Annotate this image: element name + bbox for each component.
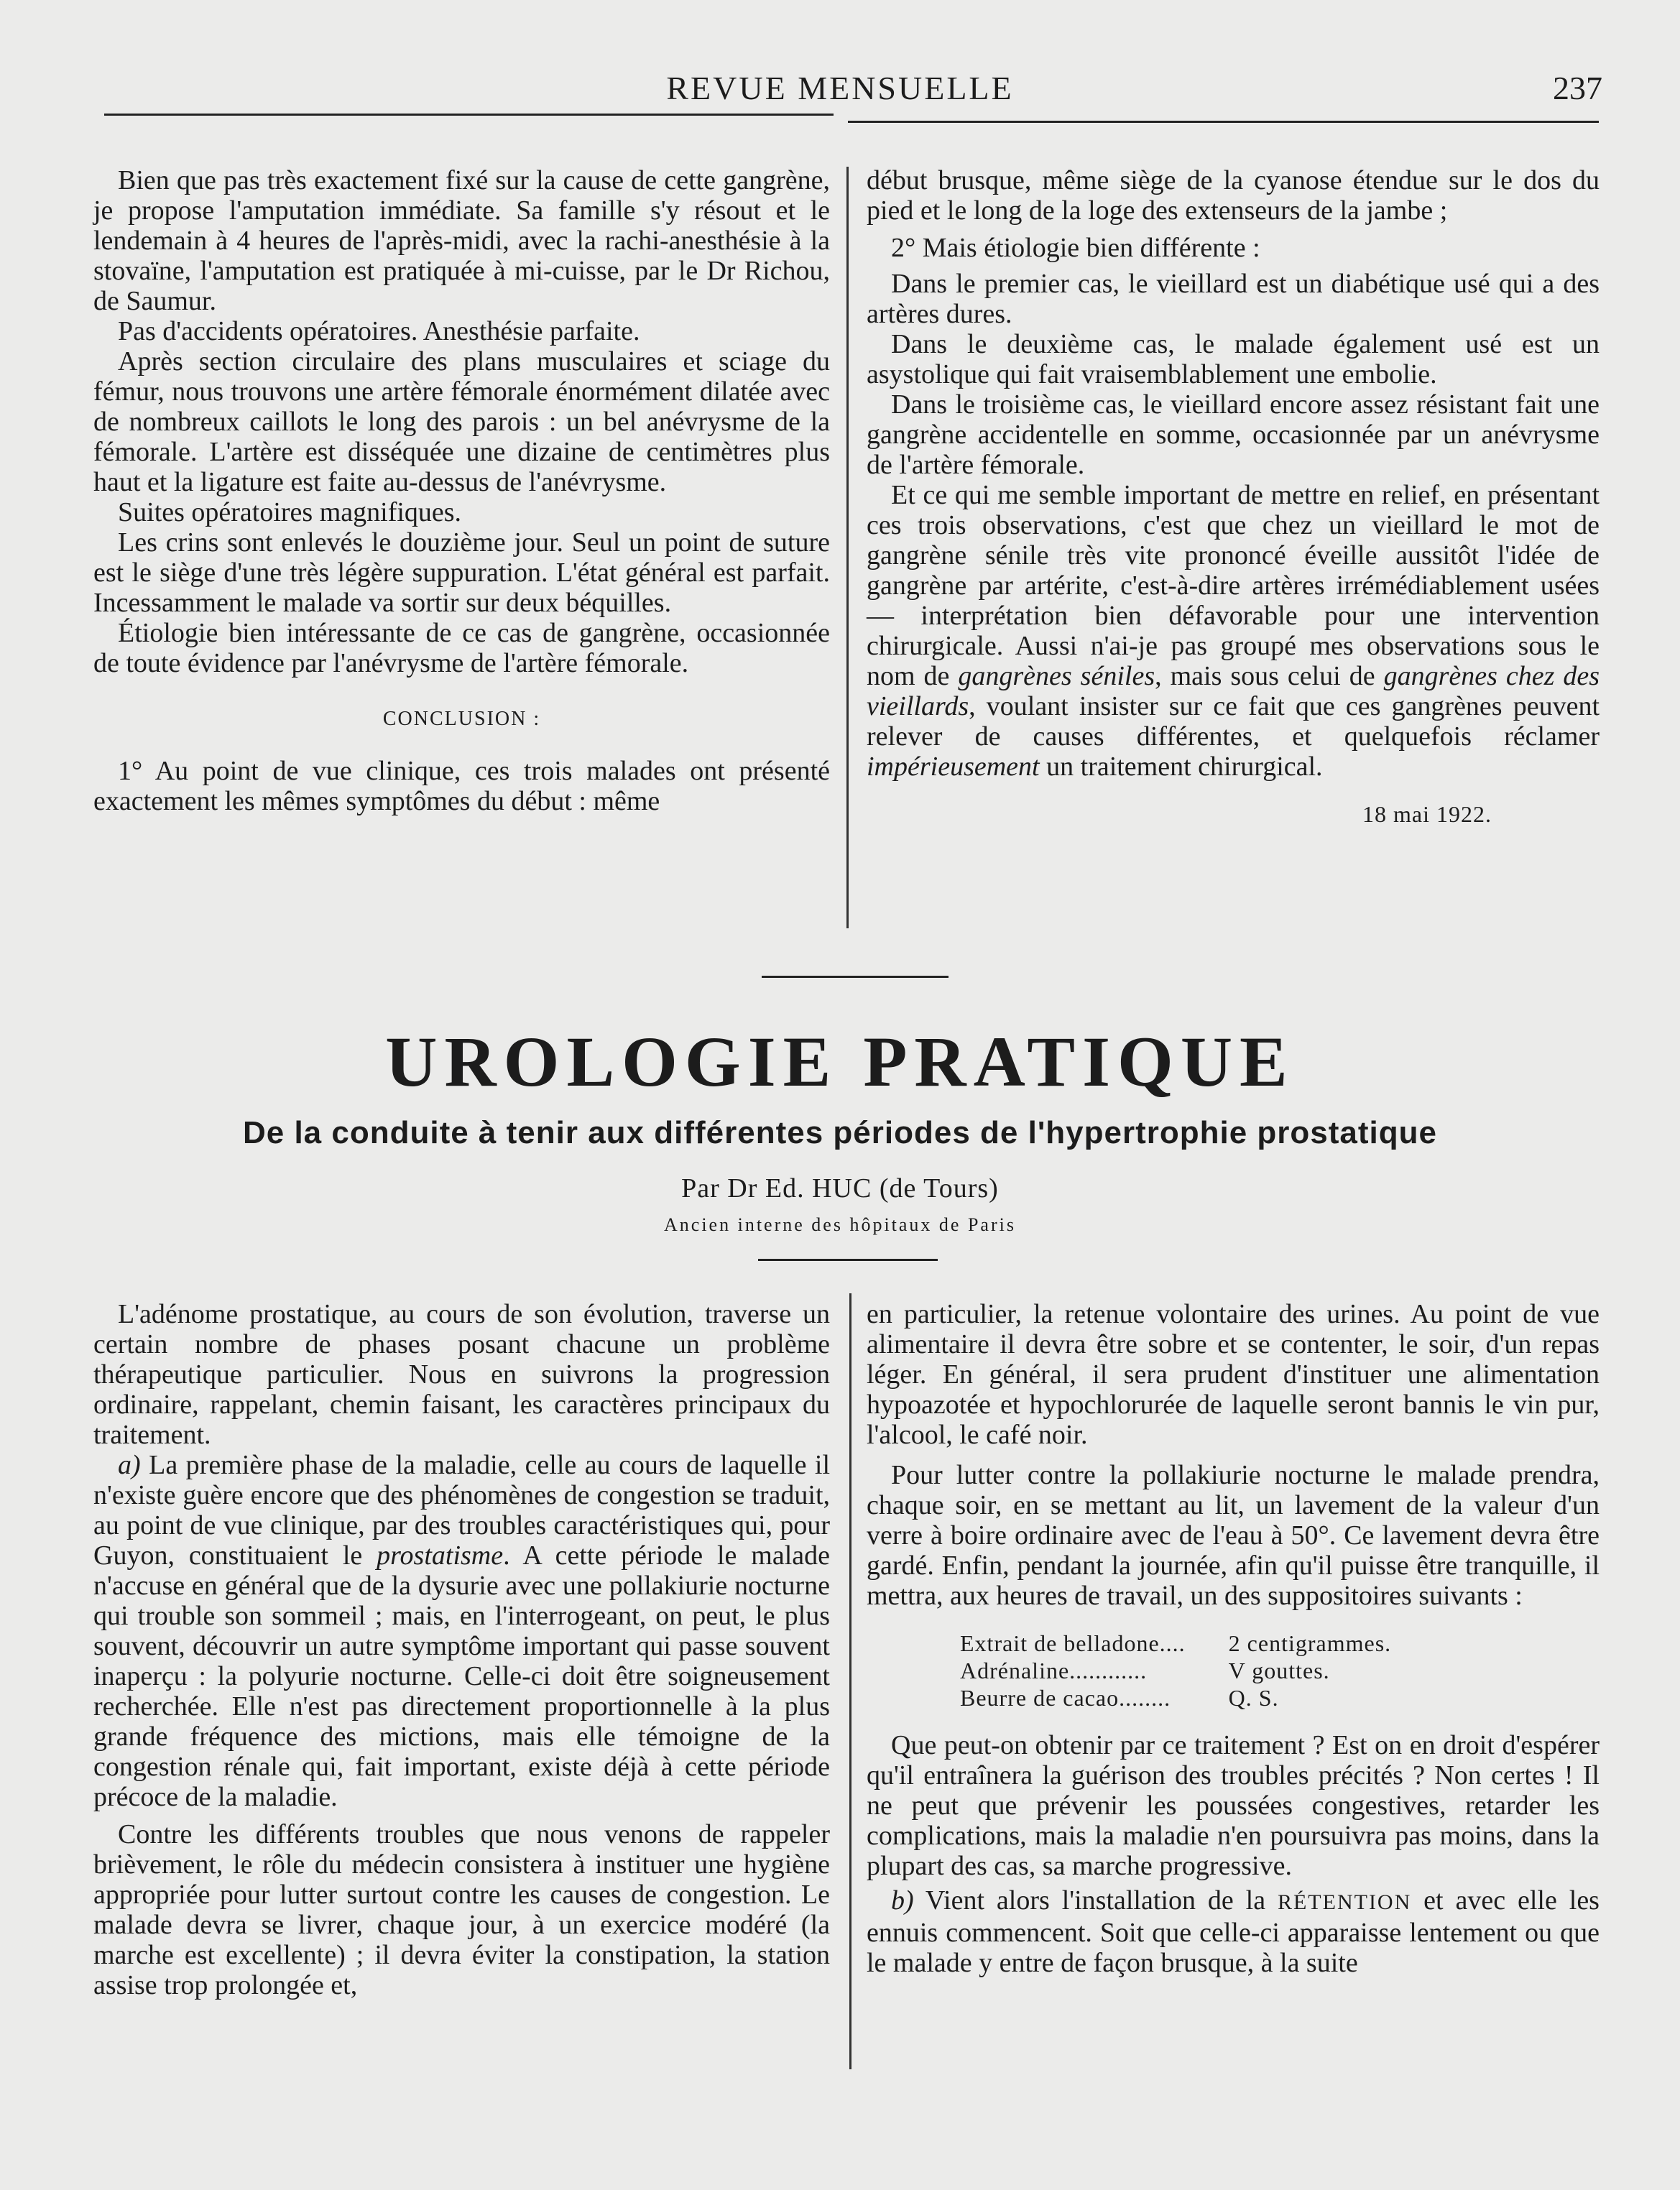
paragraph: Étiologie bien intéressante de ce cas de gangrène, occasionnée de toute évidence par l'anévrysme de l'artère fémorale. <box>93 618 830 678</box>
prescription-dose: Q. S. <box>1228 1685 1279 1711</box>
prescription-table <box>953 1630 1398 1711</box>
byline: Par Dr Ed. HUC (de Tours) <box>681 1173 999 1203</box>
paragraph: b) Vient alors l'installation de la RÉTENTION et avec elle les ennuis commencent. Soit que celle-ci apparaisse lentement ou que le malade y entre de façon brusque, à la suite <box>867 1885 1600 1978</box>
section-title: UROLOGIE PRATIQUE <box>385 1022 1295 1101</box>
prescription-row <box>953 1657 1398 1684</box>
column-divider <box>849 1293 851 2069</box>
top-right-column <box>867 165 1600 829</box>
prescription-dose: 2 centigrammes. <box>1228 1630 1392 1656</box>
prescription-item: Extrait de belladone.... <box>960 1630 1186 1656</box>
paragraph: Suites opératoires magnifiques. <box>118 497 462 527</box>
section-subtitle: De la conduite à tenir aux différentes périodes de l'hypertrophie prostatique <box>242 1115 1437 1150</box>
header-rule-left <box>104 114 834 116</box>
paragraph: Dans le deuxième cas, le malade également usé est un asystolique qui fait vraisemblablement une embolie. <box>867 329 1600 389</box>
conclusion-heading: CONCLUSION : <box>382 708 541 730</box>
prescription-item: Beurre de cacao........ <box>960 1685 1171 1711</box>
paragraph: Après section circulaire des plans musculaires et sciage du fémur, nous trouvons une artère fémorale énormément dilatée avec de nombreux caillots le long des parois : un bel anévrysme de la fémorale. L'artère est disséquée une dizaine de centimètres plus haut et la ligature est faite au-dessus de l'anévrysme. <box>93 346 830 497</box>
section-bottom-rule <box>758 1259 938 1261</box>
prescription-item: Adrénaline............ <box>960 1658 1148 1683</box>
header-rule-right <box>848 121 1599 123</box>
bottom-right-column <box>867 1299 1600 1978</box>
paragraph: Dans le troisième cas, le vieillard encore assez résistant fait une gangrène accidentelle en somme, occasionnée par un anévrysme de l'artère fémorale. <box>867 389 1600 480</box>
paragraph: en particulier, la retenue volontaire des urines. Au point de vue alimentaire il devra être sobre et se contenter, le soir, d'un repas léger. En général, il sera prudent d'instituer une alimentation hypoazotée et hypochlorurée de laquelle seront bannis le vin pur, l'alcool, le café noir. <box>867 1299 1600 1450</box>
page-number: 237 <box>1553 70 1602 106</box>
paragraph: L'adénome prostatique, au cours de son évolution, traverse un certain nombre de phases posant chacune un problème thérapeutique particulier. Nous en suivrons la progression ordinaire, rappelant, chemin faisant, les caractères principaux du traitement. <box>93 1299 830 1450</box>
paragraph: Bien que pas très exactement fixé sur la cause de cette gangrène, je propose l'amputation immédiate. Sa famille s'y résout et le lendemain à 4 heures de l'après-midi, avec la rachi-anesthésie à la stovaïne, l'amputation est pratiquée à mi-cuisse, par le Dr Richou, de Saumur. <box>93 165 830 316</box>
affiliation: Ancien interne des hôpitaux de Paris <box>664 1214 1016 1235</box>
section-top-rule <box>762 976 949 978</box>
journal-title: REVUE MENSUELLE <box>666 70 1014 106</box>
paragraph: 2° Mais étiologie bien différente : <box>891 233 1260 263</box>
prescription-row <box>953 1630 1398 1657</box>
paragraph: 1° Au point de vue clinique, ces trois malades ont présenté exactement les mêmes symptômes du début : même <box>93 756 830 816</box>
bottom-left-column <box>93 1299 830 2000</box>
paragraph: Les crins sont enlevés le douzième jour. Seul un point de suture est le siège d'une très légère suppuration. L'état général est parfait. Incessamment le malade va sortir sur deux béquilles. <box>93 527 830 618</box>
paragraph: Contre les différents troubles que nous venons de rappeler brièvement, le rôle du médecin consistera à instituer une hygiène appropriée pour lutter surtout contre les causes de congestion. Le malade devra se livrer, chaque jour, à un exercice modéré (la marche est excellente) ; il devra éviter la constipation, la station assise trop prolongée et, <box>93 1819 830 2000</box>
column-divider <box>846 167 849 928</box>
paragraph: Que peut-on obtenir par ce traitement ? Est on en droit d'espérer qu'il entraînera la guérison des troubles précités ? Non certes ! Il ne peut que prévenir les poussées congestives, retarder les complications, mais la maladie n'en poursuivra pas moins, dans la plupart des cas, sa marche progressive. <box>867 1730 1600 1881</box>
running-head <box>0 69 1680 105</box>
top-left-column <box>93 165 830 816</box>
prescription-row <box>953 1684 1398 1711</box>
paragraph: Dans le premier cas, le vieillard est un diabétique usé qui a des artères dures. <box>867 269 1600 329</box>
paragraph: a) La première phase de la maladie, celle au cours de laquelle il n'existe guère encore que des phénomènes de congestion se traduit, au point de vue clinique, par des troubles caractéristiques qui, pour Guyon, constituaient le prostatisme. A cette période le malade n'accuse en général que de la dysurie avec une pollakiurie nocturne qui trouble son sommeil ; mais, en l'interrogeant, on peut, le plus souvent, découvrir un autre symptôme important qui passe souvent inaperçu : la polyurie nocturne. Celle-ci doit être soigneusement recherchée. Elle n'est pas directement proportionnelle à la plus grande fréquence des mictions, mais elle témoigne de la congestion rénale qui, fait important, existe déjà à cette période précoce de la maladie. <box>93 1450 831 1812</box>
paragraph: début brusque, même siège de la cyanose étendue sur le dos du pied et le long de la loge des extenseurs de la jambe ; <box>867 165 1600 226</box>
paragraph: Pas d'accidents opératoires. Anesthésie parfaite. <box>118 316 640 346</box>
paragraph: Et ce qui me semble important de mettre en relief, en présentant ces trois observations, c'est que chez un vieillard le mot de gangrène sénile très vite prononcé éveille aussitôt l'idée de gangrène par artérite, c'est-à-dire artères irrémédiablement usées — interprétation bien défavorable pour une intervention chirurgicale. Aussi n'ai-je pas groupé mes observations sous le nom de gangrènes séniles, mais sous celui de gangrènes chez des vieillards, voulant insister sur ce fait que ces gangrènes peuvent relever de causes différentes, et quelquefois réclamer impérieusement un traitement chirurgical. <box>867 480 1600 782</box>
prescription-dose: V gouttes. <box>1228 1658 1330 1683</box>
paragraph: Pour lutter contre la pollakiurie nocturne le malade prendra, chaque soir, en se mettant au lit, un lavement de la valeur d'un verre à boire ordinaire avec de l'eau à 50°. Ce lavement devra être gardé. Enfin, pendant la journée, afin qu'il puisse être tranquille, il mettra, aux heures de travail, un des suppositoires suivants : <box>867 1460 1600 1611</box>
date: 18 mai 1922. <box>1362 801 1492 827</box>
